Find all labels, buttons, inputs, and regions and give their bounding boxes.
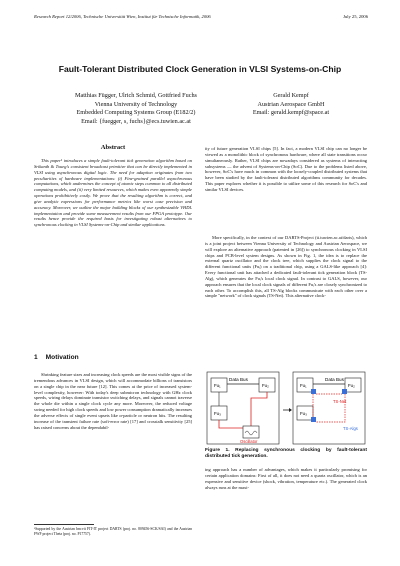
abstract-paragraph: This paper¹ introduces a simple fault-tolerant tick generation algorithm based on Srikanth & Toueg's consistent broadcast primitive that can be directly implemented in VLSI using asynchronous digital logic. The need for adaption originates from two peculiarities of hardware implementations: (i) Fine-grained parallel asynchronous computations, which undermines the concept of atomic steps common to all distributed computing models, and (ii) very limited resources, which makes even apparently simple operations prohibitively costly. We prove that the resulting algorithm is correct, and give analytic expressions for performance metrics like worst case precision and accuracy. Moreover, we outline the major building blocks of our synthesizable VHDL implementation and provide some measurement results from our FPGA prototype. Our results hence provide the required basis for investigating robust alternatives to synchronous clocking in VLSI Systems-on-Chip and similar applications. — [34, 158, 192, 228]
fu-label: Fu₂ — [262, 383, 269, 388]
fu-label: Fu₁ — [214, 383, 221, 388]
author-names: Matthias Függer, Ulrich Schmid, Gottfried Fuchs — [75, 92, 197, 99]
ts-net-label: TS-Net — [333, 399, 347, 404]
header-left: Research Report 12/2006, Technische Universität Wien, Institut für Technische Informatik, 2006 — [34, 14, 211, 19]
affiliation-line: Vienna University of Technology — [94, 100, 178, 108]
databus-label-left: Data Bus — [229, 377, 248, 382]
oscillator-label: Oscillator — [240, 439, 258, 444]
author-email: Email: {fuegger, s, fuchs}@ecs.tuwien.ac.at — [81, 117, 191, 125]
affiliation-line: Austrian Aerospace GmbH — [257, 100, 325, 108]
body-paragraph: Shrinking feature sizes and increasing clock speeds are the most visible signs of the tremendous advances in VLSI design, which will accommodate billions of transistors on a single chip in the near future [12]. This comes at the price of increased system-level complexity, however: With today's deep submicron technology with GHz clock speeds, wiring delays dominate transistor switching delays, and signals cannot traverse the whole die within a single clock cycle any more. Moreover, the reduced voltage swing needed for high clock speeds and low power consumption dramatically increases the adverse effects of single event upsets like α-particle or neutron hits. The resulting increase of the transient failure rate (soft-error rate) [17] and crosstalk sensitivity [25] has raised concerns about the dependabil- — [34, 372, 192, 430]
fu-label: Fu₂ — [348, 383, 355, 388]
ts-alg-block — [342, 389, 347, 394]
abstract-heading: Abstract — [100, 144, 126, 151]
fu-label: Fu₁ — [300, 383, 307, 388]
running-header — [34, 14, 368, 19]
motivation-text — [34, 372, 192, 430]
paper-title: Fault-Tolerant Distributed Clock Generation in VLSI Systems-on-Chip — [58, 64, 342, 74]
affiliation-line: Embedded Computing Systems Group (E182/2) — [76, 109, 196, 117]
body-paragraph: ity of future generation VLSI chips [5]. In fact, a modern VLSI chip can no longer be viewed as a monolithic block of synchronous hardware, where all state transitions occur simultaneously. Rather, VLSI chips are nowadays considered as systems of interacting subsystems — the advent of Systems-on-Chip (SoC). Due to the problems listed above, however, SoC's have much in common with the loosely-coupled distributed systems that have been studied by the fault-tolerant distributed algorithms community for decades. This paper explores whether it is possible to utilize some of this research for SoC's and similar VLSI devices. — [205, 146, 367, 192]
arrow-head-icon — [289, 408, 292, 412]
figure-1 — [205, 370, 367, 448]
author-block-left — [56, 92, 216, 126]
fu-label: Fu₃ — [300, 411, 307, 416]
abstract-text — [34, 158, 192, 228]
fu-label: Fu₃ — [214, 411, 221, 416]
section-heading — [34, 354, 87, 361]
footnote-rule — [34, 524, 94, 525]
clocking-diagram — [205, 370, 367, 448]
section-title: Motivation — [45, 354, 79, 361]
body-paragraph: ing approach has a number of advantages, which makes it particularly promising for certain application domains: First of all, it does not need a quartz oscillator, which is an expensive and sensitive device (shock, vibration, temperature etc.). The generated clock always runs at the maxi- — [205, 467, 367, 490]
ts-algs-label: TS-Algs — [343, 426, 358, 431]
right-column-para-3 — [205, 467, 367, 490]
right-column-para-2 — [205, 235, 367, 299]
section-number: 1 — [34, 354, 38, 361]
ts-alg-block — [311, 417, 316, 422]
ts-alg-block — [311, 389, 316, 394]
right-column-para-1 — [205, 146, 367, 193]
body-paragraph: More specifically, in the context of our DARTS-Project (ti.tuwien.ac.at/darts), which is a joint project between Vienna University of Technology and Austrian Aerospace, we will explore an alternative approach (patented in [26]) to synchronous clocking in VLSI chips and PCB-level system designs. As shown in Fig. 1, the idea is to replace the external quartz oscillator and the clock tree, which supplies the clock signal to the different functional units (Fuᵢ) on a traditional chip, using a GALS-like approach [4]: Every functional unit has attached a dedicated fault-tolerant tick generation block (TS-Alg), which generates the Fuᵢ's local clock signal. In contrast to GALS, however, our approach ensures that the local clock signals of different Fuᵢ's are closely synchronized to each other. To accomplish this, all TS-Alg blocks communicate with each other over a simple "network" of clock signals (TS-Net). This alternative clock- — [205, 235, 367, 299]
footnote: ¹Supported by the Austrian bm:vit FIT-IT project DARTS (proj. no. 809456-SCK/SAI) and the Austrian FWF project Theta (proj. no. P17757). — [34, 527, 192, 536]
databus-label-right: Data Bus — [325, 377, 344, 382]
author-email: Email: gerald.kempf@space.at — [252, 109, 330, 117]
figure-caption: Figure 1. Replacing synchronous clocking by fault-tolerant distributed tick generation. — [205, 448, 367, 459]
author-block-right — [226, 92, 356, 118]
author-names: Gerald Kempf — [273, 92, 309, 99]
header-date: July 25, 2006 — [343, 14, 368, 19]
